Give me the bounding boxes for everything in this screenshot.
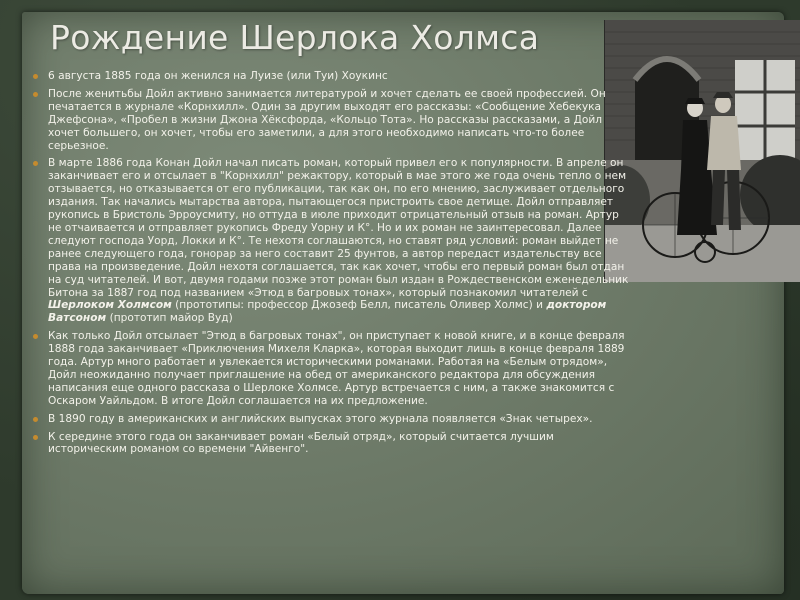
list-item: В 1890 году в американских и английских выпусках этого журнала появляется «Знак четырех».: [32, 413, 632, 426]
watson-name: доктором Ватсоном: [48, 299, 607, 325]
list-item: 6 августа 1885 года он женился на Луизе (или Туи) Хоукинс: [32, 70, 632, 83]
list-item: В марте 1886 года Конан Дойл начал писать роман, который привел его к популярности. В апреле он заканчивает его и отсылает в "Корнхилл" режактору, который в мае этого же года очень тепло о нем отзывается, но отказывается от его публикации, так как он, по его мнению, заслуживает отдельного издания. Так начались мытарства автора, пытающегося пристроить свое детище. Дойл отправляет рукопись в Бристоль Эрроусмиту, но оттуда в июле приходит отрицательный отзыв на роман. Артур не отчаивается и отправляет рукопись Фреду Уорну и К°. Но и их роман не заинтересовал. Далее следуют господа Уорд, Локки и К°. Те нехотя соглашаются, но ставят ряд условий: роман выйдет не ранее следующего года, гонорар за него составит 25 фунтов, а автор передаст издательству все права на произведение. Дойл нехотя соглашается, так как хочет, чтобы его первый роман был отдан на суд читателей. И вот, двумя годами позже этот роман был издан в Рождественском еженедельник Битона за 1887 год под названием «Этюд в багровых тонах», который познакомил читателей с Шерлоком Холмсом (прототипы: профессор Джозеф Белл, писатель Оливер Холмс) и доктором Ватсоном (прототип майор Вуд): [32, 157, 632, 325]
holmes-name: Шерлоком Холмсом: [48, 299, 172, 312]
slide-title: Рождение Шерлока Холмса: [50, 18, 540, 57]
list-item: К середине этого года он заканчивает роман «Белый отряд», который считается лучшим историческим романом со времени "Айвенго".: [32, 431, 632, 457]
historical-photo: [604, 20, 800, 282]
bullet-list: [32, 70, 632, 461]
list-item: Как только Дойл отсылает "Этюд в багровых тонах", он приступает к новой книге, и в конце февраля 1888 года заканчивает «Приключения Михеля Кларка», которая выходит лишь в конце февраля 1889 года. Артур много работает и увлекается историческими романами. Работая на «Белым отрядом», Дойл неожиданно получает приглашение на обед от американского редактора для обсуждения написания еще одного рассказа о Шерлоке Холмсе. Артур встречается с ним, а также знакомится с Оскаром Уайльдом. В итоге Дойл соглашается на их предложение.: [32, 330, 632, 407]
list-item: После женитьбы Дойл активно занимается литературой и хочет сделать ее своей профессией. Он печатается в журнале «Корнхилл». Один за другим выходят его рассказы: «Сообщение Хебекука Джефсона», «Пробел в жизни Джона Хёксфорда, «Кольцо Тота». Но рассказы рассказами, а Дойл хочет большего, он хочет, чтобы его заметили, а для этого необходимо написать что-то более серьезное.: [32, 88, 632, 153]
photo-icon: [605, 20, 800, 282]
